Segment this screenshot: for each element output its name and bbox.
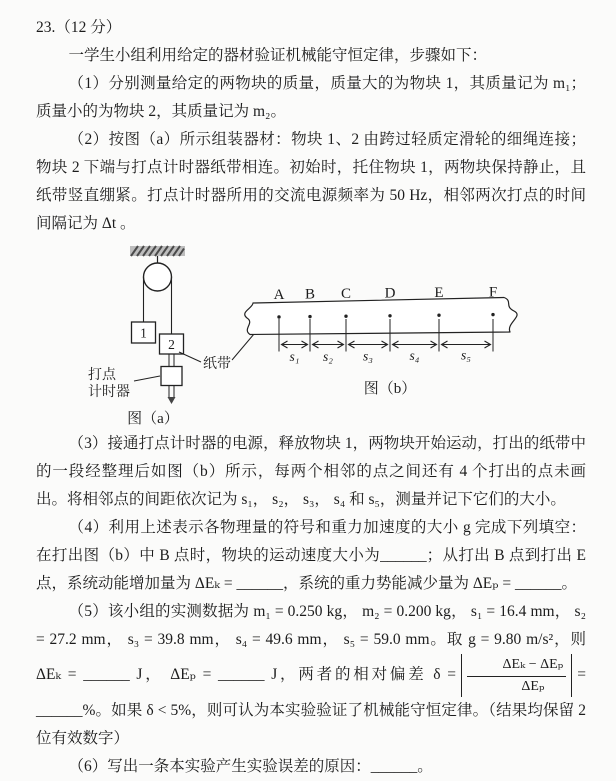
tape-dot	[344, 315, 347, 318]
timer-label-line1: 打点	[88, 368, 116, 383]
interval-label-s2: s₂	[323, 349, 333, 364]
point-label-d: D	[384, 285, 396, 302]
step-5-text-after: = ______%。如果 δ < 5%，则可认为本实验验证了机械能守恒定律。（结果均保留 2 位有效数字）	[36, 666, 586, 747]
point-label-a: A	[273, 287, 285, 303]
timer-label-line2: 计时器	[88, 385, 130, 400]
relative-deviation-formula	[461, 654, 572, 697]
tape-b-outline	[245, 298, 517, 335]
question-header: 23.（12 分）	[36, 19, 122, 36]
step-5-text-before: （5）该小组的实测数据为 m₁ = 0.250 kg， m₂ = 0.200 kg， s₁ = 16.4 mm， s₂ = 27.2 mm， s₃ = 39.8 mm， s₄ = 49.6 mm， s₅ = 59.0 mm。取 g = 9.80 m/s²，则 ΔEₖ = ______ J， ΔEₚ = ______ J，两者的相对偏差 δ =	[36, 603, 586, 684]
figure-b-caption: 图（b）	[363, 381, 417, 397]
timer-needle	[168, 386, 176, 405]
paper-tape-a	[169, 354, 174, 367]
tape-leader-left	[179, 352, 201, 362]
step-1-paragraph: （1）分别测量给定的两物块的质量，质量大的为物块 1，其质量记为 m₁；质量小的为物块 2，其质量记为 m₂。	[36, 75, 586, 120]
tape-label: 纸带	[203, 357, 231, 372]
point-label-b: B	[304, 286, 316, 303]
step-4-paragraph: （4）利用上述表示各物理量的符号和重力加速度的大小 g 完成下列填空：在打出图（b）中 B 点时，物块的运动速度大小为______；从打出 B 点到打出 E 点，系统动能增加量为 ΔEₖ = ______，系统的重力势能减少量为 ΔEₚ = ______。	[36, 519, 586, 592]
interval-arrow	[282, 341, 308, 348]
interval-arrow	[349, 341, 388, 348]
interval-label-s5: s₅	[461, 347, 471, 363]
step-3-paragraph: （3）接通打点计时器的电源，释放物块 1，两物块开始运动，打出的纸带中的一段经整理后如图（b）所示，每两个相邻的点之间还有 4 个打出的点未画出。将相邻点的间距依次记为 s₁， s₂， s₃， s₄ 和 s₅，测量并记下它们的大小。	[36, 435, 586, 508]
step-6-paragraph: （6）写出一条本实验产生实验误差的原因：______。	[68, 758, 433, 775]
block-1-label: 1	[140, 325, 147, 341]
tape-dot	[277, 315, 280, 318]
pulley	[144, 263, 172, 291]
figure-a	[88, 246, 254, 427]
intro-paragraph: 一学生小组利用给定的器材验证机械能守恒定律，步骤如下：	[68, 47, 488, 64]
needle-tip	[168, 397, 176, 404]
tape-dot	[437, 314, 440, 317]
interval-labels	[290, 348, 472, 365]
point-label-e: E	[434, 285, 444, 301]
interval-label-s1: s₁	[289, 349, 300, 364]
interval-label-s4: s₄	[409, 348, 420, 363]
interval-arrows	[282, 341, 491, 348]
interval-arrow	[313, 341, 344, 348]
tape-leader-right	[232, 334, 254, 360]
figure-a-caption: 图（a）	[127, 411, 179, 427]
ceiling-hatch	[130, 246, 185, 256]
interval-arrow	[393, 341, 437, 348]
timer-box	[161, 367, 182, 386]
tape-dot	[491, 313, 494, 316]
apparatus-and-tape-figure	[36, 238, 582, 430]
formula-numerator: ΔEₖ − ΔEₚ	[467, 656, 566, 677]
step-5-paragraph	[36, 598, 586, 753]
figure-b	[245, 285, 517, 398]
tape-dot	[388, 314, 391, 317]
figures-region	[36, 238, 586, 430]
interval-label-s3: s₃	[363, 348, 373, 364]
formula-denominator: ΔEₚ	[521, 678, 545, 694]
point-label-f: F	[488, 284, 498, 301]
point-label-c: C	[340, 286, 352, 302]
timer-leader-line	[134, 376, 160, 381]
block-2-label: 2	[168, 337, 175, 352]
tape-dot	[308, 315, 311, 318]
step-2-paragraph: （2）按图（a）所示组装器材：物块 1、2 由跨过轻质定滑轮的细绳连接；物块 2 下端与打点计时器纸带相连。初始时，托住物块 1，两物块保持静止，且纸带竖直绷紧。打点计时器所用的交流电源频率为 50 Hz，相邻两次打点的时间间隔记为 Δt 。	[36, 131, 586, 232]
